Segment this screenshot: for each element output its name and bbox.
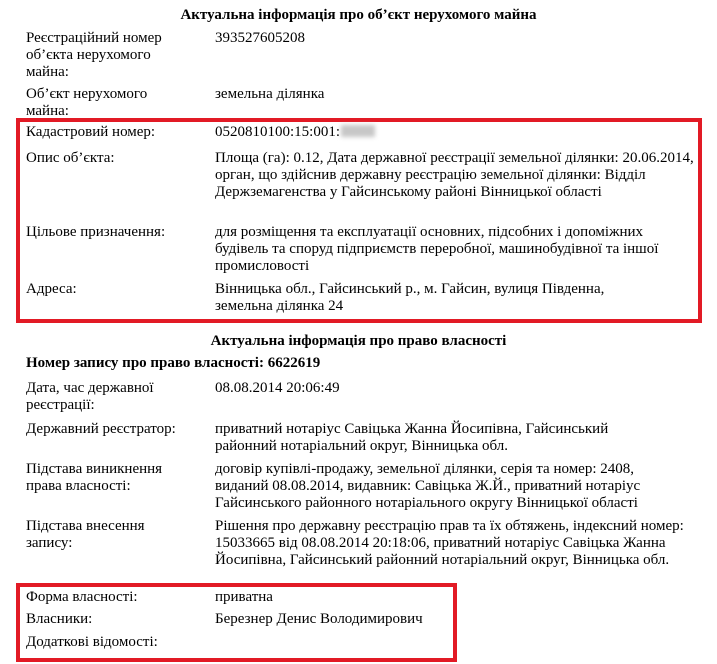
registrar-value: приватний нотаріус Савіцька Жанна Йосипівна, Гайсинський районний нотаріальний округ, Вінницька обл. (215, 421, 609, 454)
address-value: Вінницька обл., Гайсинський р., м. Гайсин, вулиця Південна, земельна ділянка 24 (215, 281, 605, 314)
redacted-blur (341, 125, 375, 137)
registration-date-label: Дата, час державної реєстрації: (26, 380, 154, 413)
registration-number-value: 393527605208 (215, 30, 305, 46)
owners-value: Березнер Денис Володимирович (215, 611, 423, 627)
entry-basis-label: Підстава внесення запису: (26, 518, 145, 551)
cadastral-number-value (215, 124, 695, 141)
registrar-label: Державний реєстратор: (26, 421, 176, 437)
description-value: Площа (га): 0.12, Дата державної реєстрації земельної ділянки: 20.06.2014, орган, що здійснив державну реєстрацію земельної ділянки: Відділ Держземагенства у Гайсинському районі Вінницької області (215, 150, 694, 200)
ownership-form-value: приватна (215, 589, 273, 605)
cadastral-number-label: Кадастровий номер: (26, 124, 156, 140)
ownership-record-number: Номер запису про право власності: 6622619 (26, 355, 321, 371)
cadastral-number-text: 0520810100:15:001: (215, 124, 341, 140)
ownership-basis-value: договір купівлі-продажу, земельної ділянки, серія та номер: 2408, виданий 08.08.2014, видавник: Савіцька Ж.Й., приватний нотаріус Гайсинського районного нотаріального округу Вінницької області (215, 461, 641, 511)
purpose-value: для розміщення та експлуатації основних, підсобних і допоміжних будівель та споруд підприємств переробної, машинобудівної та іншої промисловості (215, 224, 659, 274)
registration-date-value: 08.08.2014 20:06:49 (215, 380, 340, 396)
entry-basis-value: Рішення про державну реєстрацію прав та їх обтяжень, індексний номер: 15033665 від 08.08.2014 20:18:06, приватний нотаріус Савіцька Жанна Йосипівна, Гайсинський районний нотаріальний округ, Вінницька обл. (215, 518, 684, 568)
ownership-section-title: Актуальна інформація про право власності (210, 333, 507, 349)
additional-info-label: Додаткові відомості: (26, 634, 158, 650)
property-type-value: земельна ділянка (215, 86, 325, 102)
purpose-label: Цільове призначення: (26, 224, 166, 240)
registration-number-label: Реєстраційний номер об’єкта нерухомого майна: (26, 30, 162, 80)
address-label: Адреса: (26, 281, 77, 297)
ownership-basis-label: Підстава виникнення права власності: (26, 461, 163, 494)
owners-label: Власники: (26, 611, 93, 627)
description-label: Опис об’єкта: (26, 150, 115, 166)
property-type-label: Об’єкт нерухомого майна: (26, 86, 148, 119)
ownership-form-label: Форма власності: (26, 589, 138, 605)
property-section-title: Актуальна інформація про об’єкт нерухомого майна (180, 7, 537, 23)
